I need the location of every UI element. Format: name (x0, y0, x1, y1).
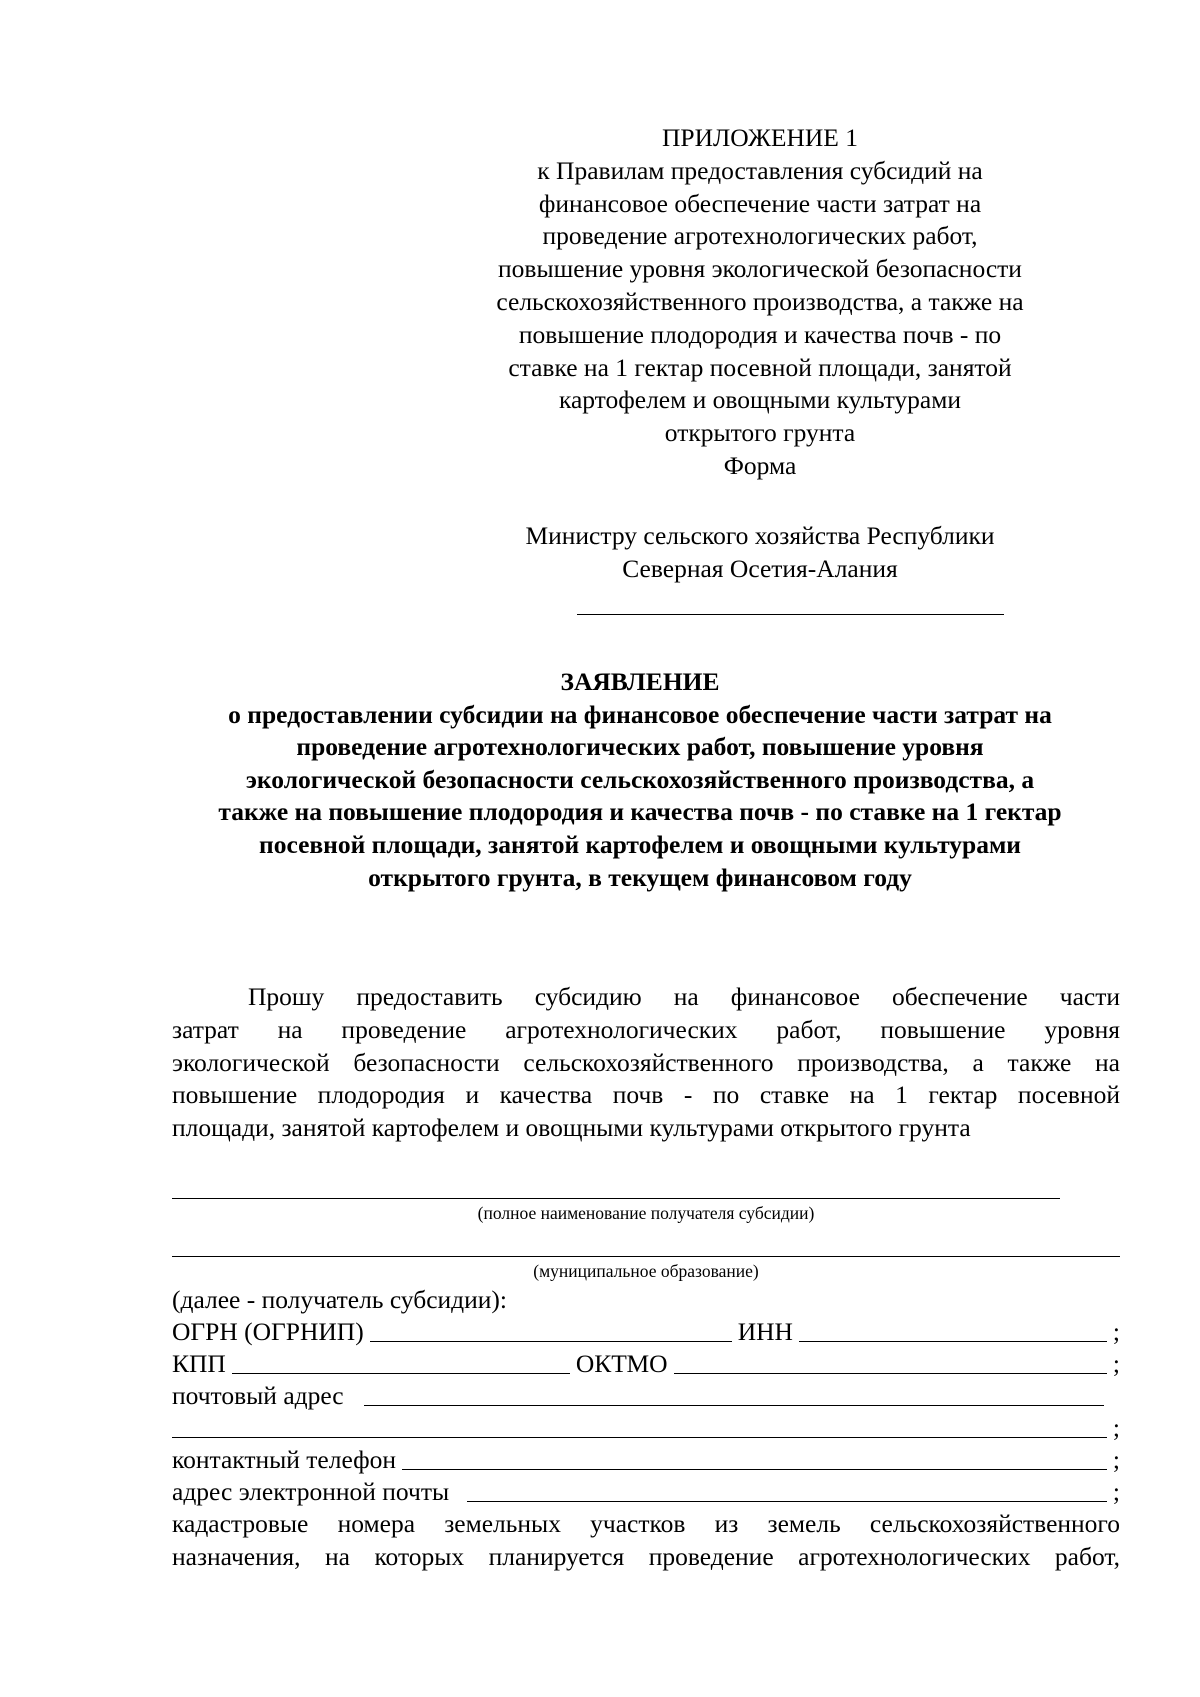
inn-label: ИНН (737, 1317, 793, 1346)
document-title (160, 666, 1120, 894)
postal-address-row (172, 1380, 1120, 1412)
semicolon: ; (1112, 1413, 1120, 1442)
appendix-line: проведение агротехнологических работ, (542, 221, 978, 251)
email-label: адрес электронной почты (172, 1477, 450, 1506)
title-line: проведение агротехнологических работ, повышение уровня (296, 732, 984, 762)
paragraph-line: кадастровые номера земельных участков из земель сельскохозяйственного (172, 1509, 1120, 1538)
title-line: открытого грунта, в текущем финансовом году (368, 862, 912, 892)
oktmo-label: ОКТМО (575, 1349, 668, 1378)
ogrn-field[interactable] (370, 1341, 732, 1342)
paragraph-line: площади, занятой картофелем и овощными культурами открытого грунта (172, 1113, 971, 1143)
paragraph-line: затрат на проведение агротехнологических работ, повышение уровня (172, 1014, 1120, 1044)
paragraph-line: экологической безопасности сельскохозяйственного производства, а также на (172, 1047, 1120, 1077)
appendix-line: ПРИЛОЖЕНИЕ 1 (661, 123, 859, 152)
paragraph-line: назначения, на которых планируется проведение агротехнологических работ, (172, 1542, 1120, 1571)
appendix-header (460, 122, 1060, 483)
appendix-line: повышение плодородия и качества почв - по (518, 319, 1002, 349)
oktmo-field[interactable] (674, 1373, 1107, 1374)
postal-address-field-2[interactable] (172, 1437, 1107, 1438)
phone-label: контактный телефон (172, 1445, 396, 1474)
semicolon: ; (1112, 1349, 1120, 1378)
appendix-line: к Правилам предоставления субсидий на (537, 155, 983, 185)
appendix-line: финансовое обеспечение части затрат на (538, 188, 982, 218)
appendix-line: сельскохозяйственного производства, а также на (496, 286, 1024, 316)
inn-field[interactable] (799, 1341, 1107, 1342)
semicolon: ; (1112, 1317, 1120, 1346)
appendix-line: картофелем и овощными культурами (558, 385, 962, 415)
form-label: Форма (723, 450, 797, 480)
title-line: посевной площади, занятой картофелем и овощными культурами (259, 829, 1021, 859)
phone-row (172, 1444, 1120, 1476)
hereinafter-text: (далее - получатель субсидии): (172, 1285, 507, 1314)
ogrn-inn-row (172, 1316, 1120, 1348)
semicolon: ; (1112, 1445, 1120, 1474)
ogrn-label: ОГРН (ОГРНИП) (172, 1317, 364, 1346)
kpp-label: КПП (172, 1349, 226, 1378)
kpp-field[interactable] (232, 1373, 570, 1374)
title-line: также на повышение плодородия и качества почв - по ставке на 1 гектар (218, 797, 1062, 827)
email-row (172, 1476, 1120, 1508)
semicolon: ; (1112, 1477, 1120, 1506)
municipality-caption: (муниципальное образование) (533, 1261, 759, 1281)
paragraph-line: Прошу предоставить субсидию на финансовое обеспечение части (248, 982, 1120, 1011)
appendix-line: повышение уровня экологической безопасности (498, 254, 1022, 284)
postal-address-field[interactable] (364, 1405, 1104, 1406)
postal-address-row-2 (172, 1412, 1120, 1444)
appendix-line: ставке на 1 гектар посевной площади, занятой (508, 352, 1012, 382)
title-line: экологической безопасности сельскохозяйственного производства, а (245, 764, 1035, 794)
municipality-field[interactable] (172, 1256, 1120, 1257)
recipient-name-caption: (полное наименование получателя субсидии) (477, 1203, 815, 1223)
appendix-line: открытого грунта (664, 418, 856, 448)
title-line: о предоставлении субсидии на финансовое обеспечение части затрат на (228, 699, 1052, 729)
addressee-line: Северная Осетия-Алания (622, 553, 898, 583)
kpp-oktmo-row (172, 1348, 1120, 1380)
addressee-blank-line[interactable] (577, 614, 1004, 615)
request-paragraph (172, 981, 1120, 1145)
addressee-line: Министру сельского хозяйства Республики (525, 521, 995, 550)
addressee (460, 520, 1060, 585)
paragraph-line: повышение плодородия и качества почв - по ставке на 1 гектар посевной (172, 1080, 1120, 1110)
postal-address-label: почтовый адрес (172, 1381, 344, 1410)
title-heading: ЗАЯВЛЕНИЕ (560, 667, 720, 696)
cadastral-paragraph (172, 1507, 1120, 1573)
email-field[interactable] (467, 1501, 1107, 1502)
hereinafter-row (172, 1284, 1120, 1316)
recipient-name-field[interactable] (172, 1198, 1060, 1199)
phone-field[interactable] (402, 1469, 1107, 1470)
